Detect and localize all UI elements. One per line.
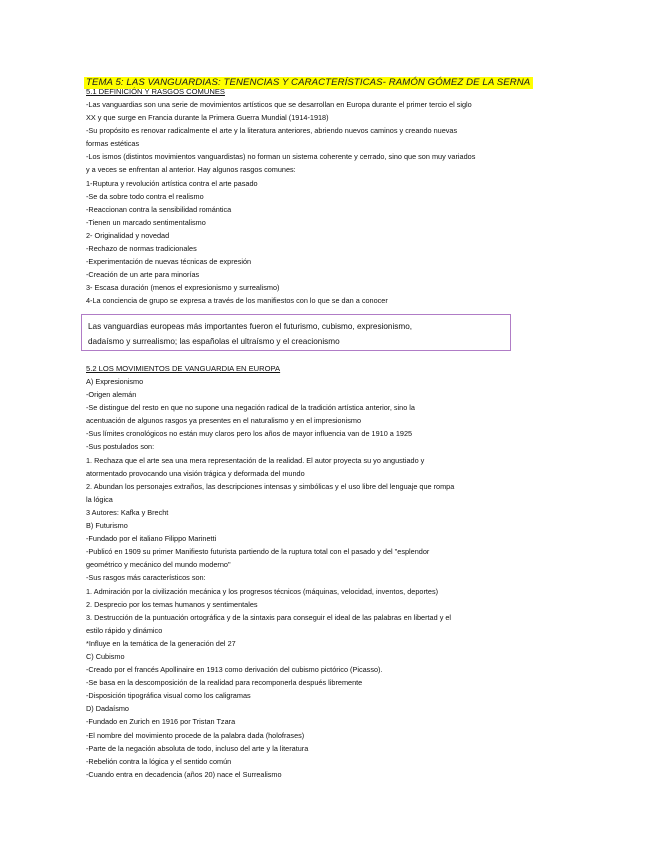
- text-line: atormentado provocando una visión trágica y deformada del mundo: [86, 468, 305, 478]
- text-line: A) Expresionismo: [86, 377, 144, 386]
- highlight-box: [81, 314, 511, 351]
- text-line: -Creado por el francés Apollinaire en 1913 como derivación del cubismo pictórico (Picasso).: [86, 665, 383, 675]
- callout-line: Las vanguardias europeas más importantes fueron el futurismo, cubismo, expresionismo,: [88, 322, 413, 331]
- text-line: -Sus rasgos más característicos son:: [86, 573, 206, 583]
- text-line: D) Dadaísmo: [86, 704, 129, 714]
- section-heading: 5.1 DEFINICIÓN Y RASGOS COMUNES: [86, 87, 225, 96]
- text-line: acentuación de algunos rasgos ya presentes en el naturalismo y en el impresionismo: [86, 416, 362, 426]
- text-line: 1. Admiración por la civilización mecánica y los progresos técnicos (máquinas, velocidad, inventos, deportes): [86, 586, 439, 596]
- text-line: 3- Escasa duración (menos el expresionismo y surrealismo): [86, 283, 280, 293]
- text-line: -Parte de la negación absoluta de todo, incluso del arte y la literatura: [86, 743, 309, 753]
- text-line: -Se distingue del resto en que no supone una negación radical de la tradición artística anterior, sino la: [86, 403, 415, 413]
- text-line: -Sus límites cronológicos no están muy claros pero los años de mayor influencia van de 1910 a 1925: [86, 429, 413, 439]
- section-body: [86, 98, 566, 308]
- text-line: XX y que surge en Francia durante la Primera Guerra Mundial (1914-1918): [86, 113, 329, 123]
- text-line: -Las vanguardias son una serie de movimientos artísticos que se desarrollan en Europa durante el primer tercio el siglo: [86, 100, 472, 109]
- text-line: 3 Autores: Kafka y Brecht: [86, 507, 169, 517]
- section-definicion: [86, 85, 566, 308]
- text-line: -Los ismos (distintos movimientos vanguardistas) no forman un sistema coherente y cerrado, sino que son muy variados: [86, 152, 476, 162]
- text-line: 2. Abundan los personajes extraños, las descripciones intensas y simbólicas y el uso libre del lenguaje que rompa: [86, 481, 455, 491]
- document-title: TEMA 5: LAS VANGUARDIAS: TENENCIAS Y CARACTERÍSTICAS- RAMÓN GÓMEZ DE LA SERNA: [84, 77, 533, 89]
- text-line: -Creación de un arte para minorías: [86, 270, 200, 280]
- text-line: -Experimentación de nuevas técnicas de expresión: [86, 257, 252, 267]
- text-line: 1-Ruptura y revolución artística contra el arte pasado: [86, 178, 258, 188]
- text-line: -Origen alemán: [86, 390, 137, 400]
- text-line: -Su propósito es renovar radicalmente el arte y la literatura anteriores, abriendo nuevos caminos y creando nuevas: [86, 126, 458, 136]
- text-line: *Influye en la temática de la generación del 27: [86, 638, 236, 648]
- text-line: -Se da sobre todo contra el realismo: [86, 191, 204, 201]
- text-line: 1. Rechaza que el arte sea una mera representación de la realidad. El autor proyecta su yo angustiado y: [86, 455, 425, 465]
- text-line: -Fundado por el italiano Filippo Marinetti: [86, 534, 217, 544]
- text-line: geométrico y mecánico del mundo moderno": [86, 560, 231, 570]
- section-heading: 5.2 LOS MOVIMIENTOS DE VANGUARDIA EN EUROPA: [86, 364, 281, 373]
- section-movimientos: [86, 362, 566, 781]
- text-line: -Reaccionan contra la sensibilidad romántica: [86, 204, 232, 214]
- section-body: [86, 375, 566, 781]
- text-line: -Rebelión contra la lógica y el sentido común: [86, 756, 232, 766]
- text-line: -El nombre del movimiento procede de la palabra dada (holofrases): [86, 730, 305, 740]
- text-line: -Disposición tipográfica visual como los caligramas: [86, 691, 251, 701]
- text-line: formas estéticas: [86, 139, 140, 149]
- text-line: -Fundado en Zurich en 1916 por Tristan Tzara: [86, 717, 236, 727]
- text-line: B) Futurismo: [86, 521, 128, 531]
- text-line: -Cuando entra en decadencia (años 20) nace el Surrealismo: [86, 769, 282, 779]
- text-line: y a veces se enfrentan al anterior. Hay algunos rasgos comunes:: [86, 165, 296, 175]
- text-line: -Publicó en 1909 su primer Manifiesto futurista partiendo de la ruptura total con el pasado y del "esplendor: [86, 547, 430, 557]
- text-line: 2. Desprecio por los temas humanos y sentimentales: [86, 599, 258, 609]
- text-line: estilo rápido y dinámico: [86, 625, 163, 635]
- callout-line: dadaísmo y surrealismo; las españolas el ultraísmo y el creacionismo: [88, 337, 340, 346]
- text-line: 2- Originalidad y novedad: [86, 230, 170, 240]
- text-line: -Rechazo de normas tradicionales: [86, 244, 197, 254]
- text-line: 4-La conciencia de grupo se expresa a través de los manifiestos con lo que se dan a conocer: [86, 296, 388, 306]
- text-line: -Se basa en la descomposición de la realidad para recomponerla después libremente: [86, 678, 363, 688]
- text-line: la lógica: [86, 494, 113, 504]
- document-title-wrap: [84, 72, 533, 88]
- text-line: C) Cubismo: [86, 651, 125, 661]
- text-line: -Tienen un marcado sentimentalismo: [86, 217, 206, 227]
- text-line: 3. Destrucción de la puntuación ortográfica y de la sintaxis para conseguir el ideal de las palabras en libertad y el: [86, 612, 452, 622]
- text-line: -Sus postulados son:: [86, 442, 155, 452]
